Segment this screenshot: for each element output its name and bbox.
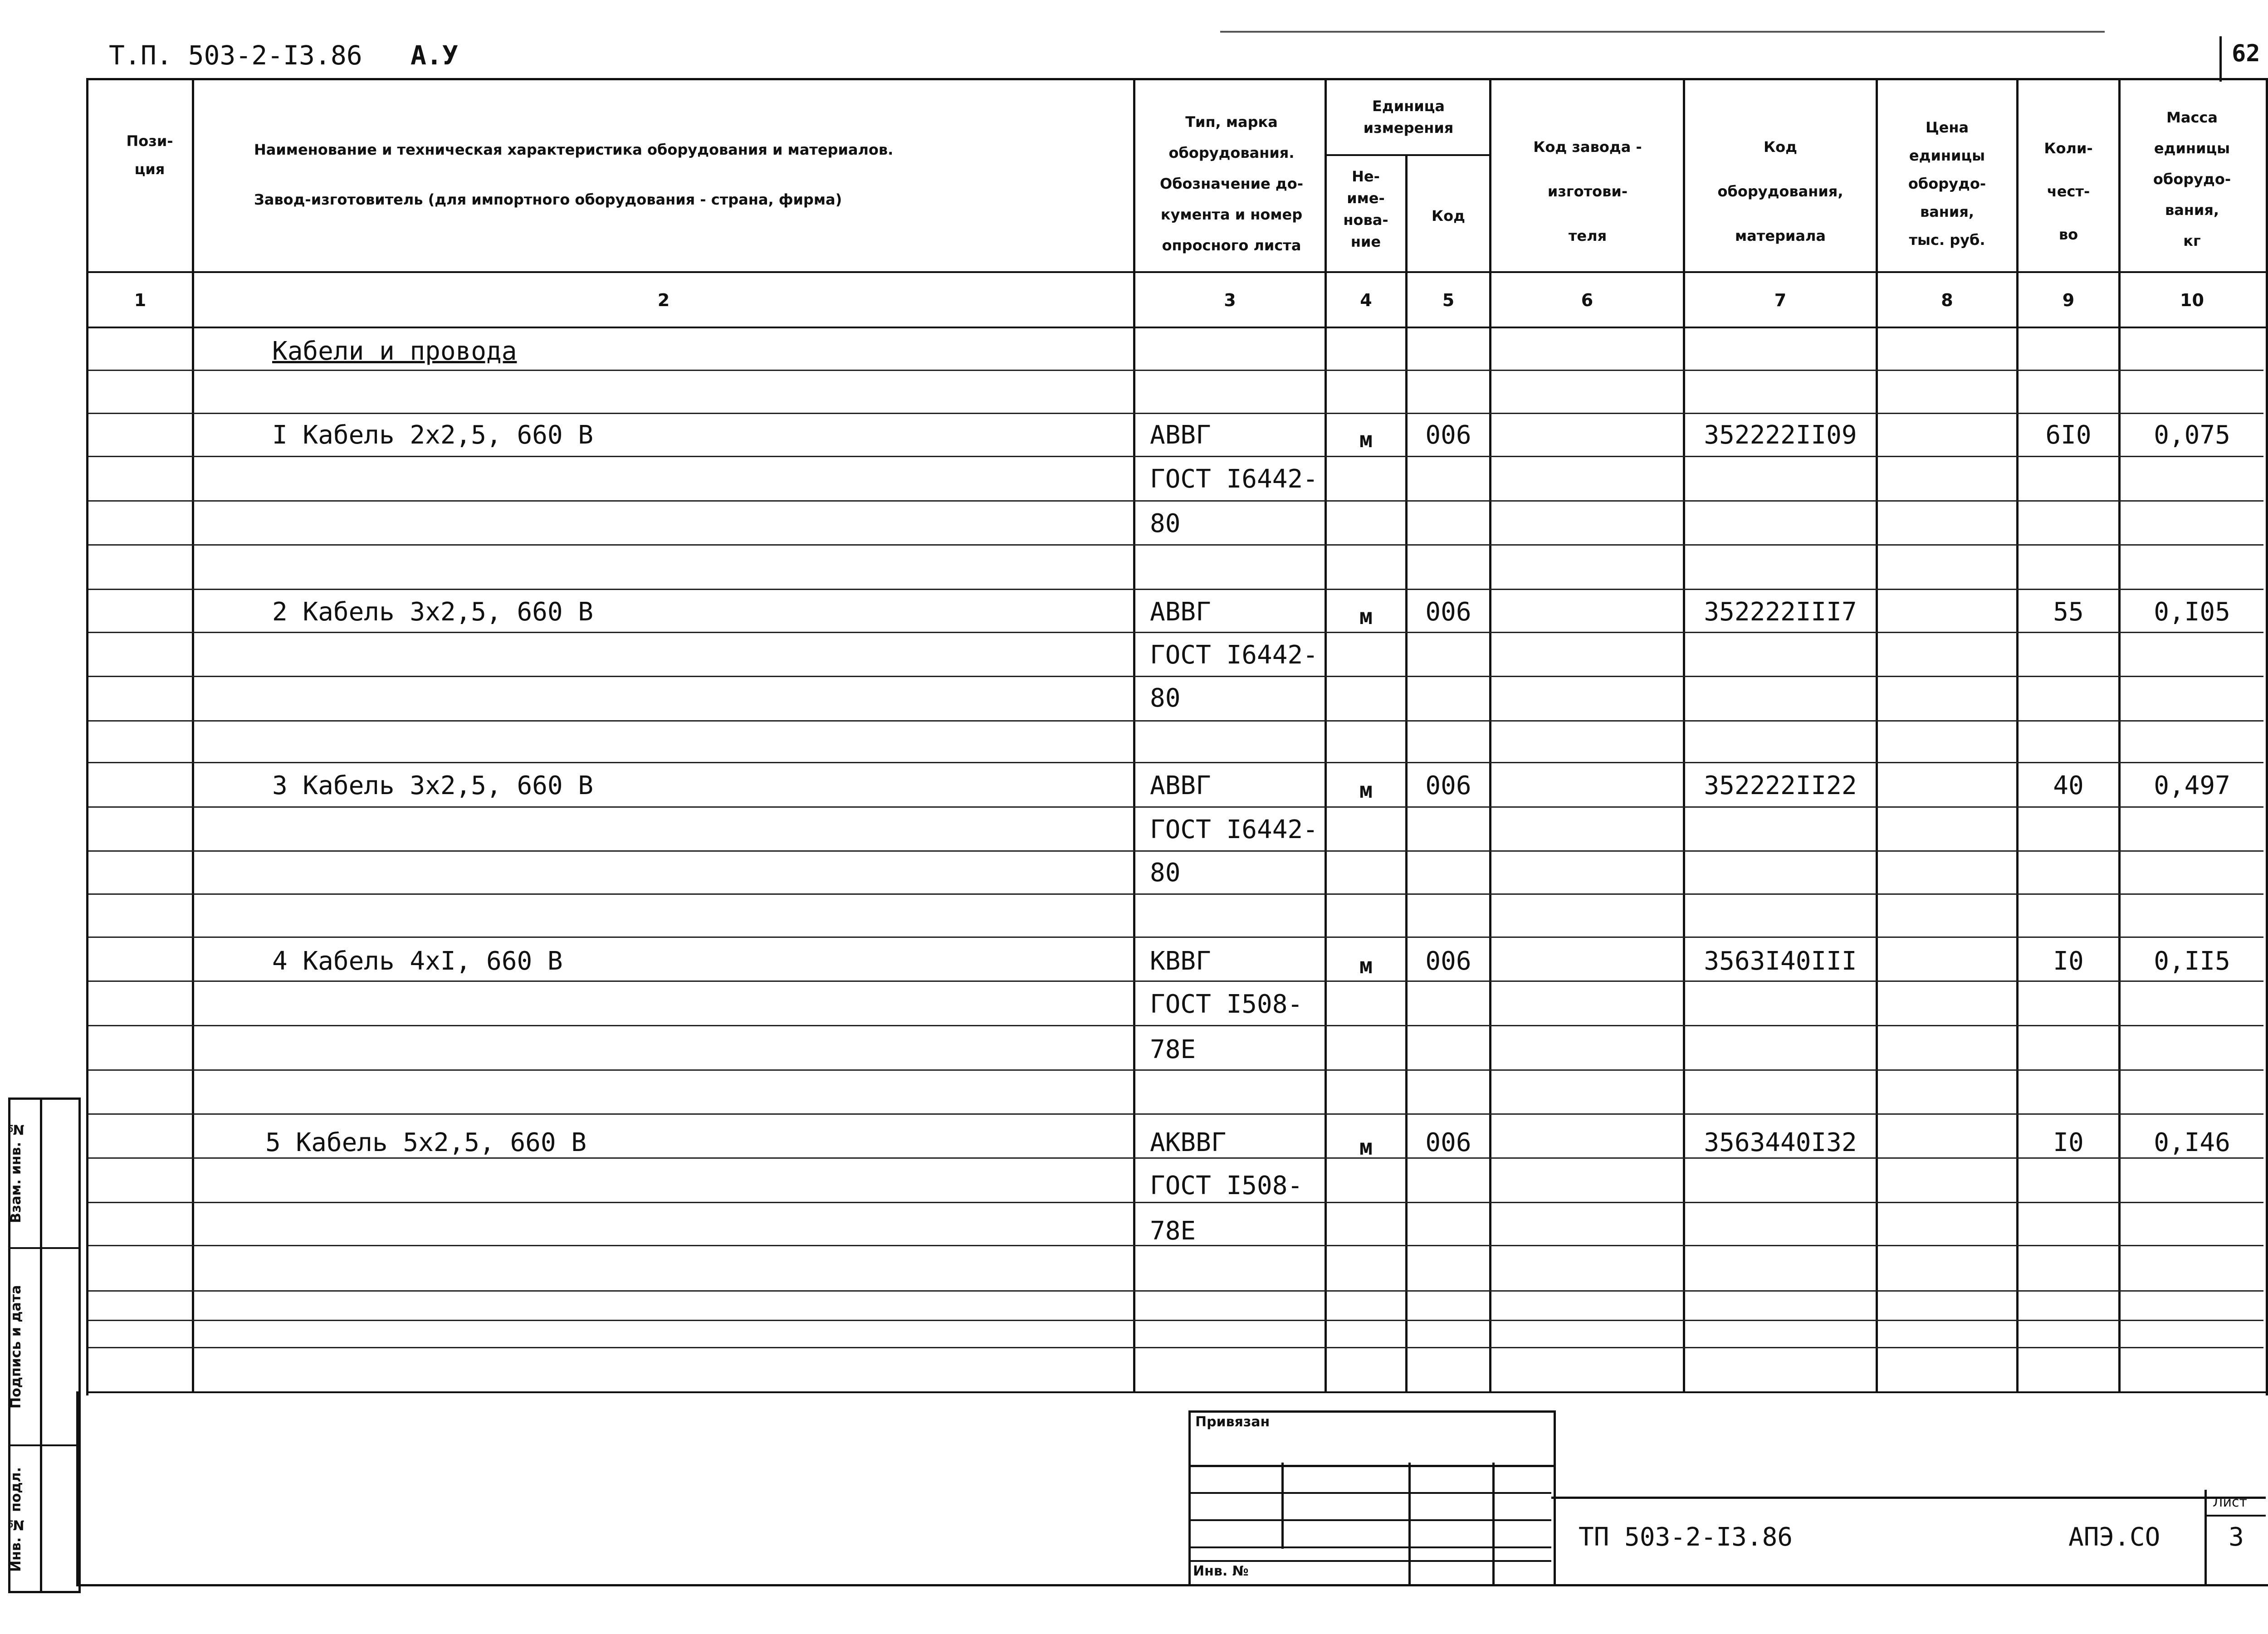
item-type-line: 80 (1150, 509, 1181, 538)
item-unit-code: 006 (1425, 597, 1471, 627)
col-number-1: 1 (134, 290, 147, 310)
side-label-inv-podl: Инв. № подл. (8, 1467, 24, 1572)
item-name: 5 Кабель 5х2,5, 660 В (265, 1128, 587, 1157)
item-material-code: 3563440I32 (1704, 1128, 1857, 1157)
row-line (88, 456, 2263, 457)
header-col-4-line: ние (1350, 233, 1381, 250)
col-number-2: 2 (657, 290, 670, 310)
header-col-1 (109, 127, 191, 183)
header-col-3-line: кумента и номер (1160, 206, 1303, 223)
col-number-4: 4 (1360, 290, 1372, 310)
header-col-3-line: Обозначение до- (1160, 175, 1303, 192)
grid-col (1492, 1463, 1495, 1584)
grid-line (1188, 1546, 1551, 1548)
header-col-10-line: кг (2183, 232, 2201, 249)
grid-line (1188, 1519, 1551, 1521)
col-divider-5 (1489, 78, 1491, 1393)
grid-line (1188, 1492, 1551, 1494)
item-quantity: I0 (2053, 1128, 2084, 1157)
item-mass: 0,I46 (2154, 1128, 2230, 1157)
col-number-8: 8 (1941, 290, 1953, 310)
header-col-3-line: опросного листа (1162, 237, 1301, 254)
item-unit: м (1359, 953, 1373, 979)
col-divider-1 (192, 78, 194, 1393)
header-col-8 (1878, 113, 2016, 254)
header-col-9-line: во (2058, 226, 2078, 243)
item-mass: 0,II5 (2154, 946, 2230, 976)
row-line (88, 1202, 2263, 1203)
colnum-bottom-line (86, 327, 2268, 328)
side-stamp-row-2 (8, 1444, 78, 1446)
col-divider-2 (1133, 78, 1135, 1393)
header-col-3-line: Тип, марка (1185, 113, 1278, 131)
row-line (88, 980, 2263, 982)
row-line (88, 370, 2263, 371)
item-material-code: 352222II09 (1704, 420, 1857, 450)
item-type-line: АВВГ (1150, 420, 1211, 450)
header-unit-group-line: Единица (1372, 98, 1445, 115)
section-title: Кабели и провода (272, 337, 517, 366)
item-type-line: 78Е (1150, 1216, 1196, 1246)
header-col-1-line: ция (134, 161, 165, 178)
item-name: 3 Кабель 3х2,5, 660 В (272, 771, 594, 800)
sheet-number: 3 (2229, 1522, 2244, 1552)
row-line (88, 937, 2263, 938)
header-col-5 (1408, 202, 1489, 230)
header-col-8-line: вания, (1920, 203, 1975, 220)
row-line (88, 762, 2263, 763)
item-unit-code: 006 (1425, 946, 1471, 976)
row-line (88, 1025, 2263, 1026)
item-material-code: 352222III7 (1704, 597, 1857, 627)
header-unit-group (1327, 95, 1490, 139)
row-line (88, 1113, 2263, 1115)
row-line (88, 676, 2263, 677)
item-type-line: ГОСТ I6442- (1150, 464, 1318, 494)
item-type-line: КВВГ (1150, 946, 1211, 976)
header-col-5-line: Код (1432, 207, 1465, 224)
col-number-3: 3 (1224, 290, 1236, 310)
item-name: 2 Кабель 3х2,5, 660 В (272, 597, 594, 627)
col-number-5: 5 (1442, 290, 1455, 310)
row-line (88, 850, 2263, 852)
header-col-7-line: оборудования, (1717, 183, 1843, 200)
item-name: I Кабель 2х2,5, 660 В (272, 420, 594, 450)
header-col-6 (1492, 125, 1683, 258)
header-col-10-line: оборудо- (2153, 171, 2231, 188)
header-col-10 (2121, 102, 2263, 256)
top-border-line (1220, 31, 2105, 33)
item-quantity: 40 (2053, 771, 2084, 800)
header-col-9 (2019, 127, 2118, 256)
item-type-line: ГОСТ I508- (1150, 1171, 1303, 1200)
header-col-10-line: единицы (2154, 140, 2230, 157)
header-col-2 (254, 125, 1116, 224)
col-divider-6 (1683, 78, 1685, 1393)
document-code: ТП 503-2-I3.86 (1579, 1522, 1793, 1552)
header-col-9-line: Коли- (2044, 140, 2093, 157)
row-line (88, 893, 2263, 895)
side-stamp-row-1 (8, 1247, 78, 1249)
item-quantity: 6I0 (2045, 420, 2092, 450)
col-number-9: 9 (2062, 290, 2075, 310)
header-col-6-line: Код завода - (1533, 138, 1642, 156)
col-number-10: 10 (2180, 290, 2204, 310)
item-type-line: АКВВГ (1150, 1128, 1227, 1157)
side-label-vzam-inv: Взам. инв. № (8, 1121, 24, 1224)
header-col-7-line: Код (1764, 138, 1797, 156)
row-line (88, 413, 2263, 414)
item-type-line: 80 (1150, 858, 1181, 888)
header-col-2-line: Наименование и техническая характеристика оборудования и материалов. (254, 141, 894, 158)
page-corner-tick (2219, 36, 2222, 82)
page-number: 62 (2232, 40, 2260, 67)
unit-group-divider (1325, 154, 1490, 156)
header-unit-group-line: измерения (1363, 119, 1454, 137)
col-divider-8 (2016, 78, 2019, 1393)
document-series-code: Т.П. 503-2-I3.86 (109, 40, 362, 71)
row-line (88, 589, 2263, 590)
item-type-line: 78Е (1150, 1035, 1196, 1064)
row-line (88, 544, 2263, 546)
item-unit-code: 006 (1425, 420, 1471, 450)
col-divider-3 (1325, 78, 1327, 1393)
side-stamp-divider (40, 1097, 42, 1591)
header-col-7-line: материала (1735, 227, 1826, 244)
header-col-9-line: чест- (2047, 183, 2090, 200)
item-type-line: 80 (1150, 683, 1181, 713)
col-divider-9 (2118, 78, 2121, 1393)
bound-label: Привязан (1195, 1414, 1270, 1430)
header-col-3 (1139, 107, 1325, 261)
col-number-6: 6 (1581, 290, 1593, 310)
row-line (88, 806, 2263, 808)
header-col-10-line: Масса (2166, 109, 2218, 126)
item-quantity: I0 (2053, 946, 2084, 976)
header-bottom-line (86, 271, 2268, 273)
row-line (88, 1290, 2263, 1292)
header-col-6-line: теля (1568, 227, 1607, 244)
header-col-2-line: Завод-изготовитель (для импортного оборудования - страна, фирма) (254, 191, 842, 208)
item-unit-code: 006 (1425, 771, 1471, 800)
item-type-line: АВВГ (1150, 597, 1211, 627)
header-col-1-line: Пози- (126, 132, 173, 150)
row-line (88, 720, 2263, 722)
row-line (88, 1320, 2263, 1321)
item-unit: м (1359, 778, 1373, 803)
row-line (88, 1069, 2263, 1071)
inv-number-label: Инв. № (1193, 1563, 1249, 1579)
item-unit-code: 006 (1425, 1128, 1471, 1157)
item-type-line: АВВГ (1150, 771, 1211, 800)
row-line (88, 1347, 2263, 1348)
header-col-8-line: Цена (1925, 119, 1969, 136)
header-col-6-line: изготови- (1547, 183, 1628, 200)
header-col-4 (1327, 166, 1405, 253)
document-mark: АПЭ.СО (2068, 1522, 2160, 1552)
item-type-line: ГОСТ I508- (1150, 990, 1303, 1019)
sheet-label-line (2204, 1515, 2266, 1517)
header-col-4-line: Не- (1352, 168, 1380, 185)
item-mass: 0,497 (2154, 771, 2230, 800)
header-col-8-line: единицы (1909, 147, 1985, 164)
side-label-signature-date: Подпись и дата (8, 1285, 24, 1409)
header-col-8-line: тыс. руб. (1909, 231, 1985, 249)
grid-line (1188, 1560, 1551, 1562)
item-unit: м (1359, 427, 1373, 453)
item-type-line: ГОСТ I6442- (1150, 815, 1318, 844)
item-name: 4 Кабель 4хI, 660 В (272, 946, 563, 976)
header-col-7 (1685, 125, 1876, 258)
item-mass: 0,075 (2154, 420, 2230, 450)
grid-col (1281, 1463, 1284, 1549)
item-unit: м (1359, 604, 1373, 629)
item-material-code: 3563I40III (1704, 946, 1857, 976)
col-divider-7 (1876, 78, 1878, 1393)
sheet-label: Лист (2213, 1494, 2248, 1510)
header-col-3-line: оборудования. (1168, 144, 1295, 161)
grid-col (1408, 1463, 1411, 1584)
header-col-4-line: нова- (1343, 211, 1388, 229)
item-mass: 0,I05 (2154, 597, 2230, 627)
row-line (88, 500, 2263, 502)
item-type-line: ГОСТ I6442- (1150, 640, 1318, 670)
header-col-10-line: вания, (2165, 201, 2219, 219)
header-col-8-line: оборудо- (1908, 175, 1986, 192)
row-line (88, 632, 2263, 633)
header-col-4-line: име- (1347, 190, 1385, 207)
col-number-7: 7 (1774, 290, 1787, 310)
album-code: А.У (411, 40, 458, 71)
item-material-code: 352222II22 (1704, 771, 1857, 800)
item-quantity: 55 (2053, 597, 2084, 627)
item-unit: м (1359, 1135, 1373, 1160)
